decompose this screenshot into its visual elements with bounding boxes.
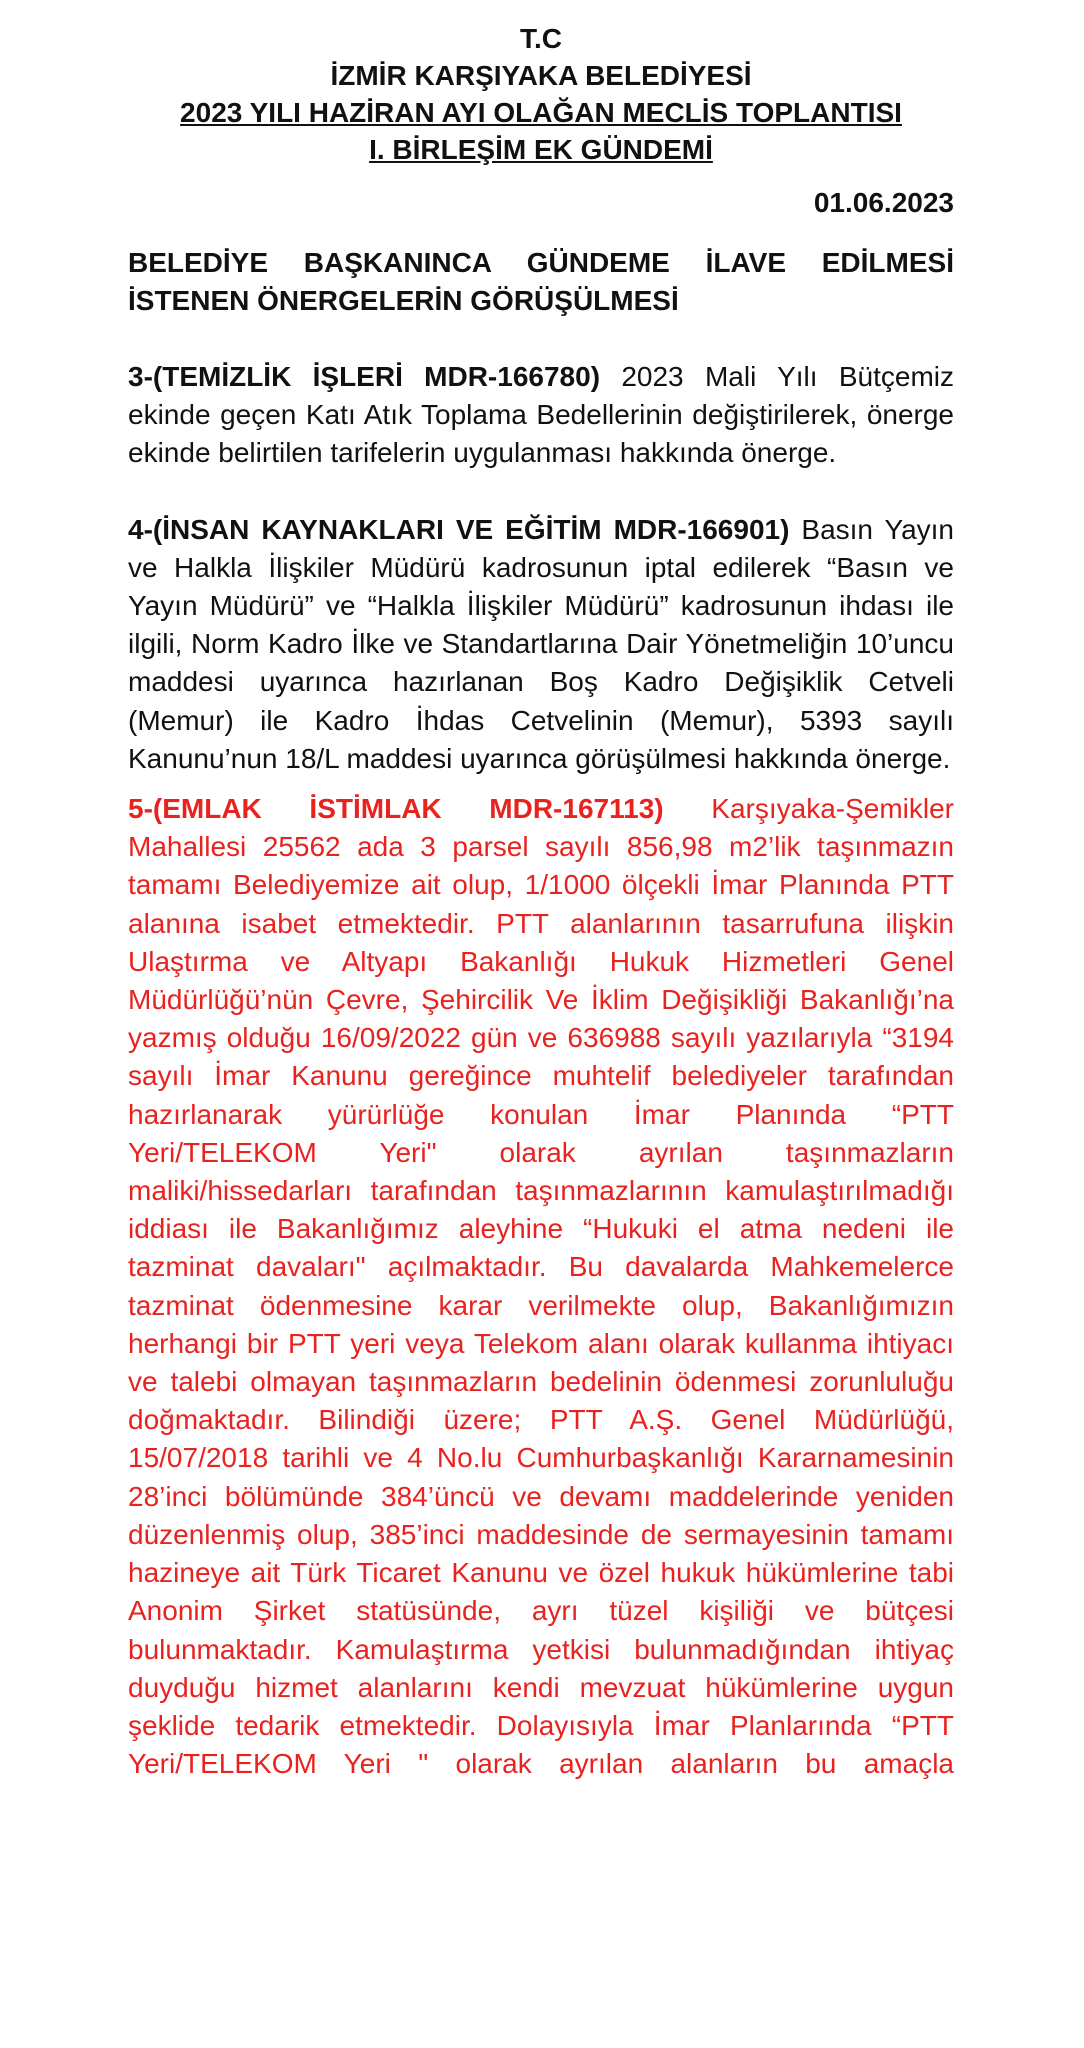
agenda-item-4 (128, 511, 954, 778)
agenda-item-3-text: 2023 Mali Yılı Bütçemiz ekinde geçen Katı Atık Toplama Bedellerinin değiştirilerek, önerge ekinde belirtilen tarifelerin uygulanması hakkında önerge. (128, 361, 955, 469)
header-meeting-title: 2023 YILI HAZİRAN AYI OLAĞAN MECLİS TOPLANTISI (180, 97, 902, 128)
agenda-item-5-text: Karşıyaka-Şemikler Mahallesi 25562 ada 3 parsel sayılı 856,98 m2’lik taşınmazın tamamı Belediyemize ait olup, 1/1000 ölçekli İmar Planında PTT alanına isabet etmektedir. PTT alanlarının tasarrufuna ilişkin Ulaştırma ve Altyapı Bakanlığı Hukuk Hizmetleri Genel Müdürlüğü’nün Çevre, Şehircilik Ve İklim Değişikliği Bakanlığı’na yazmış olduğu 16/09/2022 gün ve 636988 sayılı yazılarıyla “3194 sayılı İmar Kanunu gereğince muhtelif belediyeler tarafından hazırlanarak yürürlüğe konulan İmar Planında “PTT Yeri/TELEKOM Yeri" olarak ayrılan taşınmazların maliki/hissedarları tarafından taşınmazlarının kamulaştırılmadığı iddiası ile Bakanlığımız aleyhine “Hukuki el atma nedeni ile tazminat davaları" açılmaktadır. Bu davalarda Mahkemelerce tazminat ödenmesine karar verilmekte olup, Bakanlığımızın herhangi bir PTT yeri veya Telekom alanı olarak kullanma ihtiyacı ve talebi olmayan taşınmazların bedelinin ödenmesi zorunluluğu doğmaktadır. Bilindiği üzere; PTT A.Ş. Genel Müdürlüğü, 15/07/2018 tarihli ve 4 No.lu Cumhurbaşkanlığı Kararnamesinin 28’inci bölümünde 384’üncü ve devamı maddelerinde yeniden düzenlenmiş olup, 385’inci maddesinde de sermayesinin tamamı hazineye ait Türk Ticaret Kanunu ve özel hukuk hükümlerine tabi Anonim Şirket statüsünde, ayrı tüzel kişiliği ve bütçesi bulunmaktadır. Kamulaştırma yetkisi bulunmadığından ihtiyaç duyduğu hizmet alanlarını kendi mevzuat hükümlerine uygun şeklide tedarik etmektedir. Dolayısıyla İmar Planlarında “PTT Yeri/TELEKOM Yeri " olarak ayrılan alanların bu amaçla (128, 793, 954, 1780)
section-heading: BELEDİYE BAŞKANINCA GÜNDEME İLAVE EDİLMESİ İSTENEN ÖNERGELERİN GÖRÜŞÜLMESİ (128, 247, 954, 316)
agenda-item-3-lead: 3-(TEMİZLİK İŞLERİ MDR-166780) (128, 361, 601, 392)
agenda-item-5-lead: 5-(EMLAK İSTİMLAK MDR-167113) (128, 793, 664, 825)
header-municipality: İZMİR KARŞIYAKA BELEDİYESİ (330, 60, 752, 91)
agenda-item-4-text: Basın Yayın ve Halkla İlişkiler Müdürü kadrosunun iptal edilerek “Basın ve Yayın Müdürü” ve “Halkla İlişkiler Müdürü” kadrosunun ihdası ile ilgili, Norm Kadro İlke ve Standartlarına Dair Yönetmeliğin 10’uncu maddesi uyarınca hazırlanan Boş Kadro Değişiklik Cetveli (Memur) ile Kadro İhdas Cetvelinin (Memur), 5393 sayılı Kanunu’nun 18/L maddesi uyarınca görüşülmesi hakkında önerge. (128, 513, 954, 774)
document-page (128, 20, 954, 1783)
agenda-item-5 (128, 790, 954, 1783)
agenda-item-3 (128, 358, 954, 473)
agenda-item-4-lead: 4-(İNSAN KAYNAKLARI VE EĞİTİM MDR-166901) (128, 513, 790, 545)
header-tc: T.C (520, 23, 562, 54)
document-date: 01.06.2023 (813, 187, 954, 218)
header-session-agenda: I. BİRLEŞİM EK GÜNDEMİ (369, 134, 713, 165)
